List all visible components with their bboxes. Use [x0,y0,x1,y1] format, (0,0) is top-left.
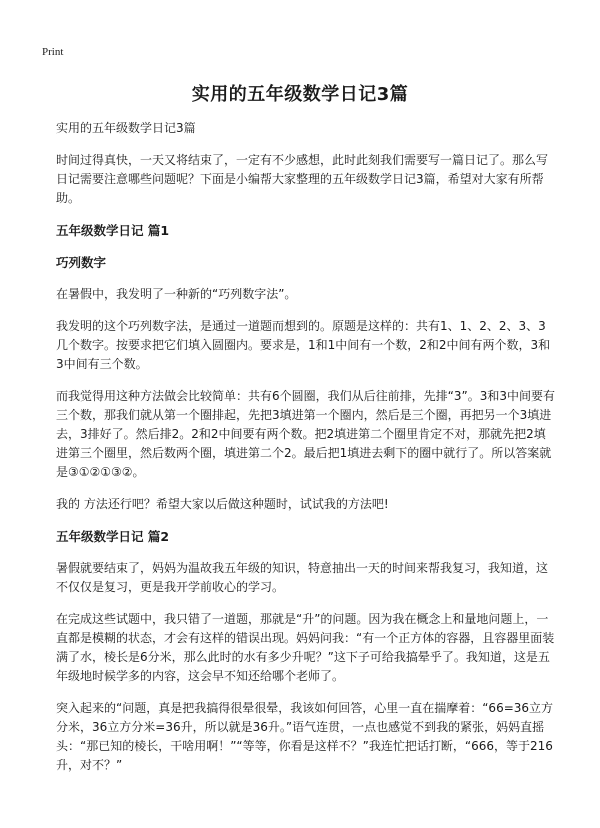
article-1-paragraph: 我的 方法还行吧？希望大家以后做这种题时，试试我的方法吧! [56,497,389,511]
article-1-paragraph: 而我觉得用这种方法做会比较简单：共有6个圆圈，我们从后往前排，先排“3”。3和3中间要有三个数，那我们就从第一个圈排起，先把3填进第一个圈内，然后是三个圈，再把另一个3填进去，3排好了。然后排2。2和2中间要有两个数。把2填进第二个圈里肯定不对，那就先把2填进第三个圈里，然后数两个圈，填进第二个2。最后把1填进去剩下的圈中就行了。所以答案就是③①②①③②。 [56,389,555,479]
article-2-paragraph: 暑假就要结束了，妈妈为温故我五年级的知识，特意抽出一天的时间来帮我复习，我知道，这不仅仅是复习，更是我开学前收心的学习。 [56,561,549,594]
document-body [56,119,556,788]
article-2-paragraph: 突入起来的“问题，真是把我搞得很晕很晕，我该如何回答，心里一直在揣摩着：“66=36立方分米，36立方分米=36升，所以就是36升。”语气连贯，一点也感觉不到我的紧张，妈妈直摇头：“那已知的棱长，干啥用啊！”“等等，你看是这样不？”我连忙把话打断，“666，等于216升，对不？” [56,701,554,772]
article-1-paragraph: 在暑假中，我发明了一种新的“巧列数字法”。 [56,287,297,301]
article-1-subheading: 巧列数字 [56,255,107,270]
intro-subtitle: 实用的五年级数学日记3篇 [56,121,196,135]
article-1-heading: 五年级数学日记 篇1 [56,223,170,238]
print-label[interactable]: Print [42,46,64,58]
page-title: 实用的五年级数学日记3篇 [191,84,409,105]
article-2-paragraph: 在完成这些试题中，我只错了一道题，那就是“升”的问题。因为我在概念上和量地问题上，一直都是模糊的状态，才会有这样的错误出现。妈妈问我：“有一个正方体的容器，且容器里面装满了水，棱长是6分米，那么此时的水有多少升呢？”这下子可给我搞晕乎了。我知道，这是五年级地时候学多的内容，这会早不知还给哪个老师了。 [56,612,555,683]
article-2-heading: 五年级数学日记 篇2 [56,529,170,544]
article-1-paragraph: 我发明的这个巧列数字法，是通过一道题而想到的。原题是这样的：共有1、1、2、2、3、3几个数字。按要求把它们填入圆圈内。要求是，1和1中间有一个数，2和2中间有两个数，3和3中间有三个数。 [56,319,551,371]
intro-paragraph: 时间过得真快，一天又将结束了，一定有不少感想，此时此刻我们需要写一篇日记了。那么写日记需要注意哪些问题呢？下面是小编帮大家整理的五年级数学日记3篇，希望对大家有所帮助。 [56,153,549,205]
